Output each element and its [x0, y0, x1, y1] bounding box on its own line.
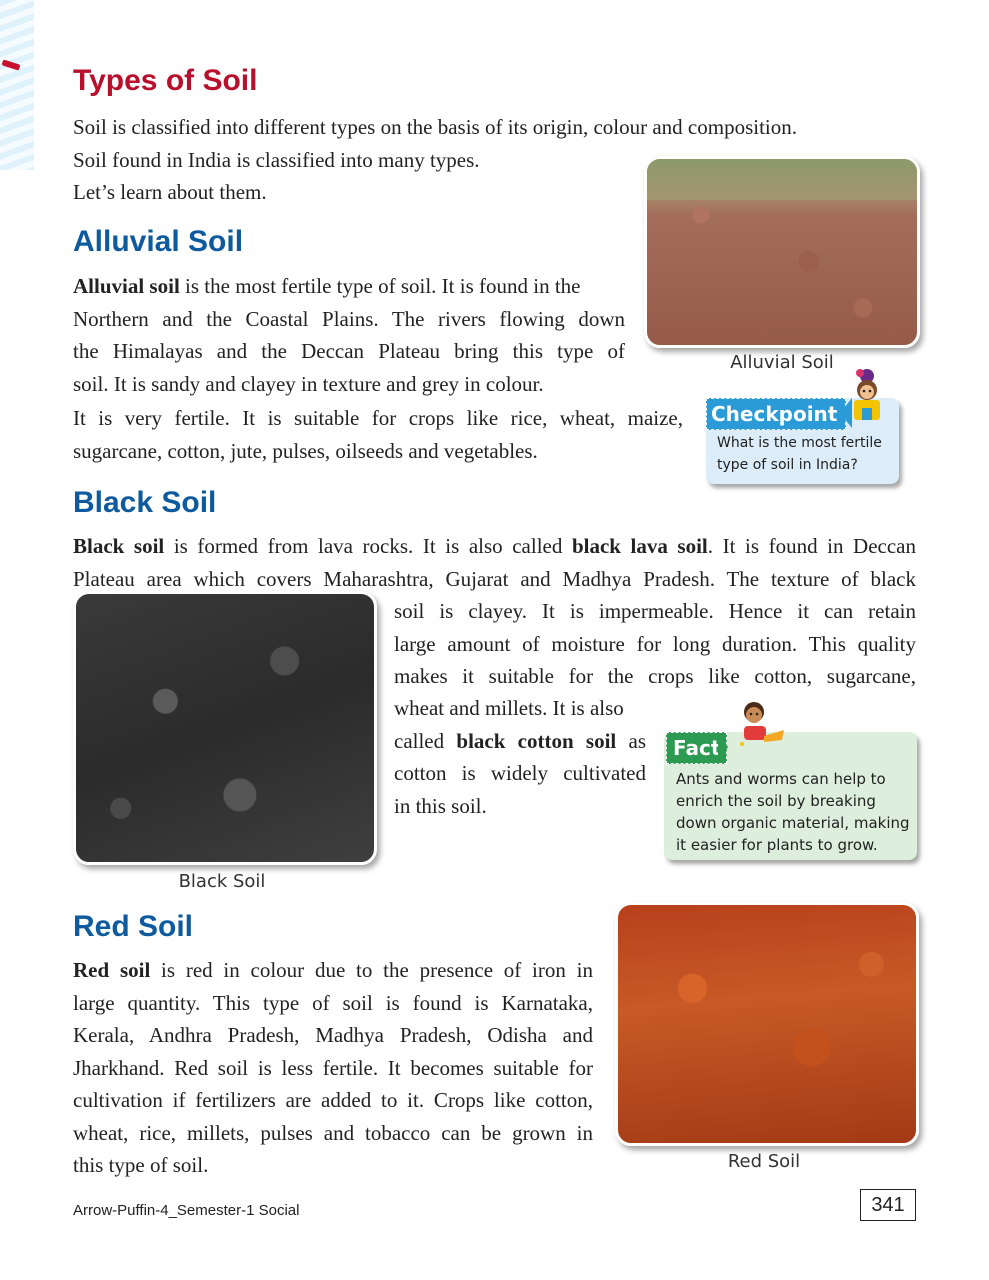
red-paragraph: Red soil is red in colour due to the presence of iron in large quantity. This type of soil is found is Karnataka, Kerala, Andhra Pradesh, Madhya Pradesh, Odisha and Jharkhand. Red soil is less fertile. It becomes suitable for cultivation if fertilizers are added to it. Crops like cotton, wheat, rice, millets, pulses and tobacco can be grown in this type of soil. [73, 958, 593, 1177]
red-soil-image [615, 902, 919, 1146]
intro-line: Let’s learn about them. [73, 180, 267, 204]
alluvial-heading: Alluvial Soil [73, 225, 244, 258]
red-image-caption: Red Soil [727, 1151, 801, 1172]
black-cotton-term: black cotton soil [456, 728, 617, 753]
red-heading: Red Soil [73, 910, 194, 943]
black-lava-term: black lava soil [571, 534, 708, 558]
page-edge-decoration [0, 0, 34, 170]
footer-book-title: Arrow-Puffin-4_Semester-1 Social [73, 1202, 300, 1219]
black-soil-image [73, 591, 377, 865]
edge-accent-mark [2, 59, 21, 70]
alluvial-paragraph: Alluvial soil is the most fertile type of soil. It is found in the Northern and the Coastal Plains. The rivers flowing down the Himalayas and the Deccan Plateau bring this type of soil. It is sandy and clayey in texture and grey in colour. [73, 274, 625, 396]
black-paragraph-3: wheat and millets. It is also called black cotton soil as cotton is widely cultivated in this soil. [394, 696, 646, 818]
black-heading: Black Soil [73, 486, 217, 519]
fact-tag-tip [718, 732, 728, 762]
page-number: 341 [860, 1189, 916, 1221]
fact-tag: Fact [666, 732, 727, 764]
checkpoint-question: What is the most fertile type of soil in India? [717, 435, 882, 473]
intro-line: Soil is classified into different types on the basis of its origin, colour and composition. [73, 115, 798, 139]
checkpoint-tag: Checkpoint [706, 398, 846, 430]
alluvial-image-caption: Alluvial Soil [730, 352, 834, 373]
black-paragraph-2: soil is clayey. It is impermeable. Hence it can retain large amount of moisture for long duration. This quality makes it suitable for the crops like cotton, sugarcane, [394, 599, 916, 688]
red-bold-term: Red soil [73, 958, 151, 982]
intro-line: Soil found in India is classified into many types. [73, 147, 480, 172]
grass-strip [647, 159, 917, 200]
black-bold-term: Black soil [73, 534, 165, 558]
boy-mascot-icon [734, 700, 786, 752]
page-title: Types of Soil [73, 64, 258, 97]
alluvial-soil-image [644, 156, 920, 348]
girl-mascot-icon [850, 366, 884, 422]
alluvial-bold-term: Alluvial soil [73, 274, 180, 298]
alluvial-paragraph-2: It is very fertile. It is suitable for crops like rice, wheat, maize, sugarcane, cotton, jute, pulses, oilseeds and vegetables. [73, 406, 683, 463]
fact-text: Ants and worms can help to enrich the soil by breaking down organic material, making it easier for plants to grow. [676, 770, 910, 854]
black-paragraph: Black soil is formed from lava rocks. It is also called black lava soil. It is found in Deccan Plateau area which covers Maharashtra, Gujarat and Madhya Pradesh. The texture of black [73, 534, 916, 591]
black-image-caption: Black Soil [178, 871, 266, 892]
